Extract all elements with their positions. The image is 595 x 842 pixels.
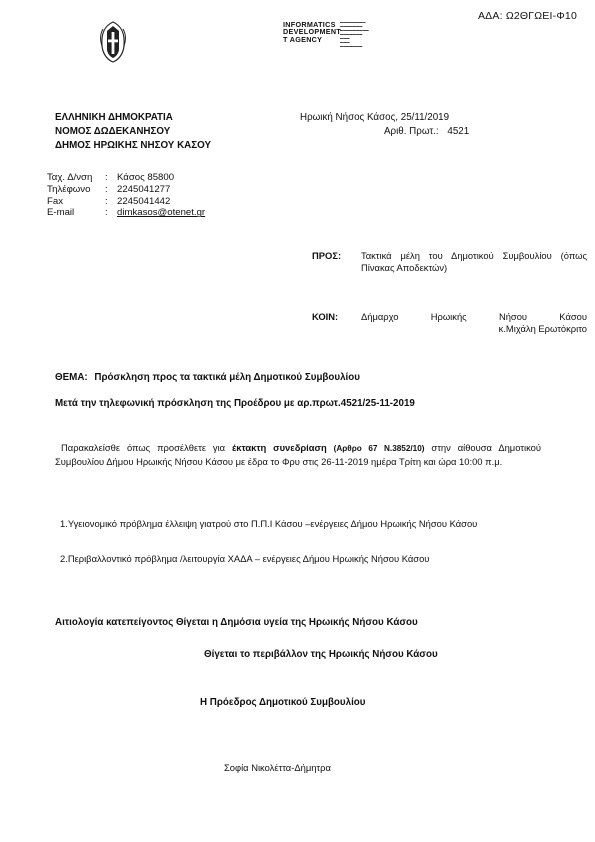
contact-row: Ταχ. Δ/νση : Κάσος 85800	[47, 172, 175, 183]
contact-details	[47, 172, 205, 219]
cc-value	[361, 311, 587, 335]
header-municipality: ΔΗΜΟΣ ΗΡΩΙΚΗΣ ΝΗΣΟΥ ΚΑΣΟΥ	[55, 140, 211, 151]
email-link[interactable]: dimkasos@otenet.gr	[117, 207, 206, 219]
place-date: Ηρωική Νήσος Κάσος, 25/11/2019	[300, 112, 450, 123]
body-emphasis: έκτακτη συνεδρίαση	[232, 442, 327, 453]
signature-name: Σοφία Νικολέττα-Δήμητρα	[224, 762, 331, 773]
contact-row: Fax : 2245041442	[47, 195, 171, 207]
contact-row: Τηλέφωνο : 2245041277	[47, 183, 171, 195]
subject-label: ΘΕΜΑ:	[55, 372, 88, 383]
recipients-to	[312, 250, 587, 290]
cc-line-2: κ.Μιχάλη Ερωτόκριτο	[498, 323, 587, 334]
contact-row: E-mail : dimkasos@otenet.gr	[47, 207, 206, 219]
agenda-item-1: 1.Υγειονομικό πρόβλημα έλλειψη γιατρού στο Π.Π.Ι Κάσου –ενέργειες Δήμου Ηρωικής Νήσου Κάσου	[60, 518, 478, 529]
logo-line-3: T AGENCY	[283, 34, 323, 44]
header-prefecture: ΝΟΜΟΣ ΔΩΔΕΚΑΝΗΣΟΥ	[55, 126, 171, 137]
logo-fine-print: ▬▬▬▬▬▬▬▬ ▬▬▬▬▬▬▬ ▬▬▬▬▬▬▬▬▬ ▬▬▬▬▬▬▬ ▬▬▬ ▬▬▬ ▬▬▬▬▬▬▬	[340, 20, 369, 48]
signature-title: Η Πρόεδρος Δημοτικού Συμβουλίου	[200, 697, 366, 708]
body-paragraph	[55, 442, 541, 468]
body-law-reference: (Αρθρο 67 Ν.3852/10)	[333, 444, 425, 453]
header-republic: ΕΛΛΗΝΙΚΗ ΔΗΜΟΚΡΑΤΙΑ	[55, 112, 173, 123]
logo-line-1: INFORMATICS	[283, 20, 336, 29]
recipients-cc	[312, 311, 587, 341]
to-label: ΠΡΟΣ:	[312, 250, 342, 261]
subject-line	[55, 372, 360, 383]
ada-code: ΑΔΑ: Ω2ΘΓΩΕΙ-Φ10	[477, 10, 577, 22]
protocol-number	[384, 125, 469, 139]
protocol-label: Αριθ. Πρωτ.:	[384, 126, 439, 137]
body-part-2: στην αίθουσα Δημοτικού Συμβουλίου Δήμου Ηρωικής Νήσου Κάσου με έδρα το Φρυ στις 26-11-2019 ημέρα Τρίτη και ώρα 10:00 π.μ.	[55, 442, 541, 467]
subject-text: Πρόσκληση προς τα τακτικά μέλη Δημοτικού Συμβουλίου	[94, 372, 360, 383]
greek-emblem-icon	[98, 20, 128, 64]
cc-label: ΚΟΙΝ:	[312, 311, 339, 322]
urgency-reason: Αιτιολογία κατεπείγοντος Θίγεται η Δημόσια υγεία της Ηρωικής Νήσου Κάσου	[55, 617, 418, 628]
issuer-header	[55, 111, 211, 153]
agenda-item-2: 2.Περιβαλλοντικό πρόβλημα /λειτουργία ΧΑΔΑ – ενέργειες Δήμου Ηρωικής Νήσου Κάσου	[60, 553, 430, 564]
protocol-value: 4521	[447, 126, 470, 137]
cc-line-1: Δήμαρχο Ηρωικής Νήσου Κάσου	[361, 311, 587, 322]
subtitle: Μετά την τηλεφωνική πρόσκληση της Προέδρου με αρ.πρωτ.4521/25-11-2019	[55, 398, 415, 409]
urgency-environment: Θίγεται το περιβάλλον της Ηρωικής Νήσου Κάσου	[204, 649, 438, 660]
body-part-1: Παρακαλείσθε όπως προσέλθετε για	[61, 442, 226, 453]
logo-line-2: DEVELOPMENT	[283, 27, 342, 37]
to-value: Τακτικά μέλη του Δημοτικού Συμβουλίου (όπως Πίνακας Αποδεκτών)	[361, 250, 587, 273]
informatics-agency-logo	[283, 20, 369, 48]
